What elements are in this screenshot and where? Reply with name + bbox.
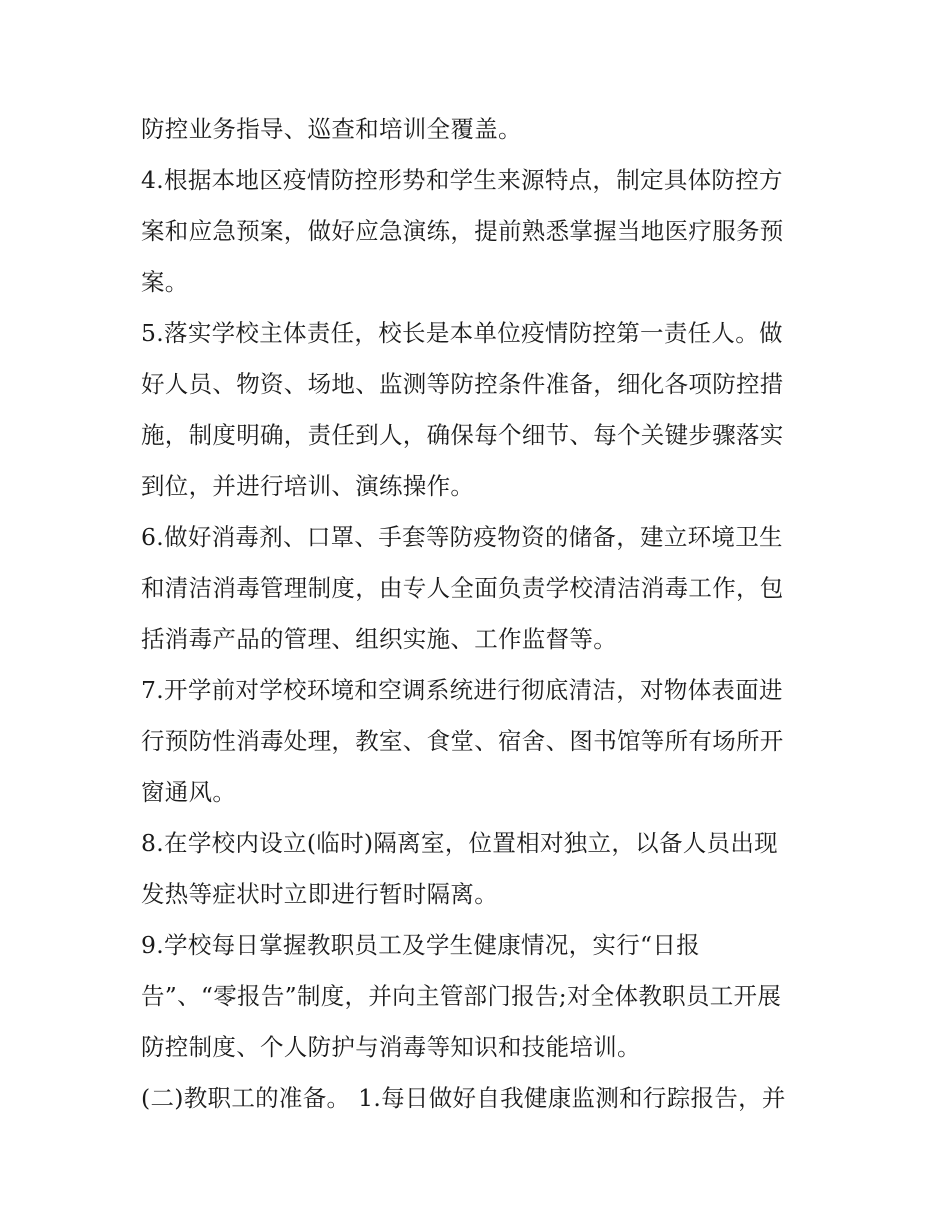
text-line: 好人员、物资、场地、监测等防控条件准备，细化各项防控措: [141, 370, 784, 398]
text-line: 窗通风。: [141, 778, 237, 806]
text-line: 案和应急预案，做好应急演练，提前熟悉掌握当地医疗服务预: [141, 217, 784, 245]
text-line: 和清洁消毒管理制度，由专人全面负责学校清洁消毒工作，包: [141, 574, 784, 602]
text-line: 案。: [141, 268, 189, 296]
text-line: 到位，并进行培训、演练操作。: [141, 472, 475, 500]
text-line: 8.在学校内设立(临时)隔离室，位置相对独立，以备人员出现: [141, 829, 778, 857]
text-line: 9.学校每日掌握教职员工及学生健康情况，实行“日报: [141, 931, 700, 959]
text-line: 6.做好消毒剂、口罩、手套等防疫物资的储备，建立环境卫生: [141, 523, 783, 551]
text-line: 防控制度、个人防护与消毒等知识和技能培训。: [141, 1033, 641, 1061]
text-line: 行预防性消毒处理，教室、食堂、宿舍、图书馆等所有场所开: [141, 727, 784, 755]
text-line: 告”、“零报告”制度，并向主管部门报告;对全体教职员工开展: [141, 982, 782, 1010]
text-line: 4.根据本地区疫情防控形势和学生来源特点，制定具体防控方: [141, 166, 783, 194]
text-line: 7.开学前对学校环境和空调系统进行彻底清洁，对物体表面进: [141, 676, 783, 704]
text-line: 防控业务指导、巡查和培训全覆盖。: [141, 115, 522, 143]
text-line: 括消毒产品的管理、组织实施、工作监督等。: [141, 625, 617, 653]
document-body: [141, 104, 821, 1124]
text-line: 5.落实学校主体责任，校长是本单位疫情防控第一责任人。做: [141, 319, 783, 347]
text-line: (二)教职工的准备。 1.每日做好自我健康监测和行踪报告，并: [141, 1084, 786, 1112]
text-line: 发热等症状时立即进行暂时隔离。: [141, 880, 498, 908]
text-line: 施，制度明确，责任到人，确保每个细节、每个关键步骤落实: [141, 421, 784, 449]
